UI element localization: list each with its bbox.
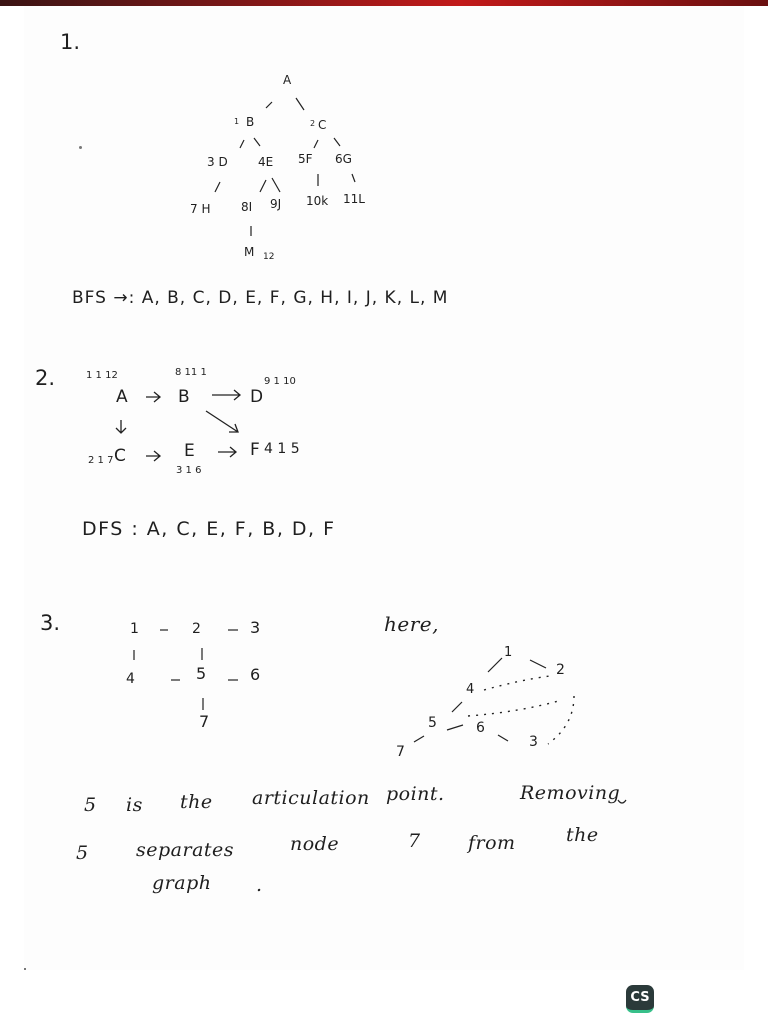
dfs-tree-node-5: 5	[428, 715, 437, 731]
dfs-tree-node-2: 2	[556, 662, 565, 678]
tree-node-e: 4E	[258, 155, 274, 169]
tree-node-b-index: 1	[234, 117, 240, 126]
node-a-times: 1 1 12	[86, 370, 118, 381]
arrow-a-b	[146, 392, 160, 402]
arrow-e-f	[218, 447, 236, 457]
tree-node-i: 8I	[241, 200, 253, 214]
stray-dot-bottom	[24, 968, 26, 970]
tree-node-f: 5F	[298, 152, 313, 166]
tree-node-b: B	[246, 115, 255, 129]
dfs-tree-node-1: 1	[504, 645, 513, 660]
dfs-tree-node-4: 4	[466, 682, 475, 697]
arrow-b-f	[206, 411, 238, 432]
graph-node-4: 4	[126, 671, 135, 687]
line1-word5: point.	[386, 783, 445, 805]
node-d: D	[250, 387, 265, 407]
here-label: here,	[384, 612, 439, 636]
line2-word4: 7	[408, 830, 421, 852]
line3-period: .	[256, 874, 263, 896]
tree-node-a: A	[283, 73, 292, 87]
line1-word4: articulation	[252, 787, 370, 809]
stray-dot	[79, 146, 82, 149]
dfs-tree-node-7: 7	[396, 744, 405, 760]
node-d-times: 9 1 10	[264, 376, 296, 387]
line2-word5: from	[468, 832, 516, 854]
dfs-result: DFS : A, C, E, F, B, D, F	[82, 518, 336, 540]
line3-word1: graph	[152, 872, 212, 894]
tree-edge-6-3	[498, 735, 508, 741]
back-edge-2-3	[548, 696, 574, 744]
arrow-a-c	[116, 420, 126, 433]
tree-edge-5-6	[447, 725, 463, 730]
edge-b-e	[254, 138, 260, 146]
graph-node-6: 6	[250, 665, 261, 684]
line1-word6: Removing	[520, 782, 621, 804]
graph-node-7: 7	[199, 712, 210, 731]
back-edge-4-2	[484, 676, 550, 690]
edge-e-i	[260, 180, 266, 192]
line2-word3: node	[290, 833, 340, 855]
arrow-b-d	[212, 390, 240, 400]
graph-node-2: 2	[192, 621, 201, 637]
tree-node-d: 3 D	[207, 155, 228, 169]
edge-g-l	[352, 174, 355, 182]
graph-edges	[134, 630, 238, 710]
tree-edge-1-2	[530, 660, 546, 668]
graph-node-1: 1	[130, 621, 139, 637]
back-edge-5-2	[468, 700, 562, 716]
edge-e-j	[272, 178, 280, 192]
tree-node-h: 7 H	[190, 202, 211, 216]
tree-node-c: C	[318, 118, 327, 132]
q3-number: 3.	[40, 611, 61, 635]
dfs-tree-node-6: 6	[476, 720, 485, 736]
node-b-times: 8 11 1	[175, 367, 207, 378]
tree-node-m-index: 12	[263, 252, 275, 262]
edge-b-d	[240, 140, 244, 148]
q1-number: 1.	[60, 30, 81, 54]
arrow-c-e	[146, 451, 160, 461]
node-c-times: 2 1 7	[88, 455, 114, 466]
tree-edge-1-4	[488, 658, 502, 672]
camscanner-logo: CS	[626, 985, 654, 1013]
line1-word3: the	[180, 791, 213, 813]
node-a: A	[116, 387, 129, 407]
node-f-times: 4 1 5	[264, 441, 300, 457]
bfs-result: BFS →: A, B, C, D, E, F, G, H, I, J, K, L, M	[72, 288, 449, 308]
node-e-times: 3 1 6	[176, 465, 202, 476]
line1-word1: 5	[84, 794, 97, 816]
edge-c-g	[334, 138, 340, 146]
graph-node-3: 3	[250, 618, 261, 637]
tree-node-l: 11L	[343, 192, 365, 206]
tree-node-m: M	[244, 245, 255, 259]
q2-number: 2.	[35, 366, 56, 390]
node-c: C	[114, 446, 127, 466]
edge-d-h	[215, 182, 220, 192]
node-f: F	[250, 440, 261, 460]
node-b: B	[178, 387, 191, 407]
line2-word6: the	[566, 824, 599, 846]
tree-node-k: 10k	[306, 194, 329, 208]
edge-a-c	[296, 98, 304, 110]
edge-a-b	[266, 102, 272, 108]
tree-edge-5-7	[414, 736, 424, 742]
tree-node-c-index: 2	[310, 119, 316, 128]
line2-word2: separates	[136, 839, 235, 861]
line2-word1: 5	[76, 842, 89, 864]
line1-word2: is	[126, 794, 143, 816]
dfs-tree-node-3: 3	[529, 734, 538, 750]
graph-node-5: 5	[196, 664, 207, 683]
edge-c-f	[314, 140, 318, 148]
tree-edge-4-5	[452, 702, 462, 712]
node-e: E	[184, 441, 196, 461]
tree-node-g: 6G	[335, 152, 352, 166]
tree-node-j: 9J	[270, 197, 282, 211]
